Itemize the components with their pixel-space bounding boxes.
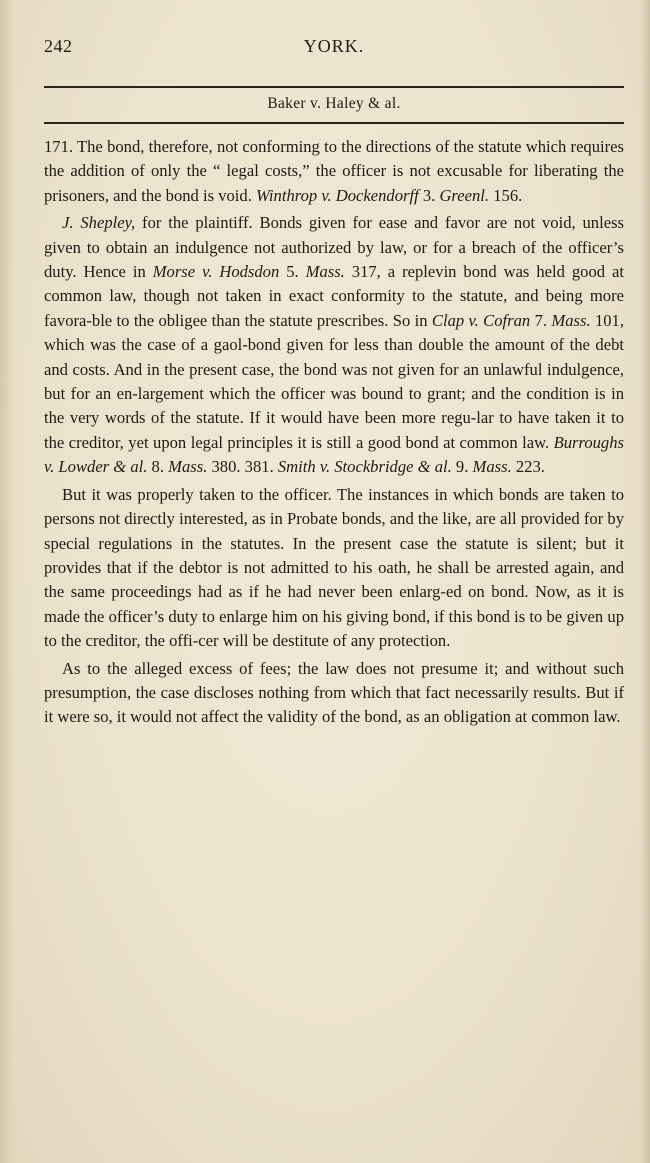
reporter-citation: Mass. — [305, 262, 345, 282]
page-number: 242 — [44, 36, 73, 56]
text-segment: 9. — [451, 457, 473, 477]
case-title: Baker v. Haley & al. — [267, 95, 401, 112]
paragraph-officer — [44, 483, 624, 654]
reporter-citation: Greenl. — [439, 185, 490, 205]
case-citation: Burroughs v. Lowder & al. — [44, 432, 624, 477]
body-text — [44, 135, 624, 730]
text-segment: 5. — [279, 262, 306, 282]
text-segment: 8. — [147, 457, 169, 477]
text-segment: for the plaintiff. Bonds given for ease and favor are not void, unless given to obtain an indulgence not authorized by law, or for a breach of the officer’s duty. Hence in — [44, 213, 624, 282]
text-segment: 156. — [489, 185, 523, 205]
case-citation: Clap v. Cofran — [431, 310, 531, 330]
case-citation: Smith v. Stockbridge & al. — [277, 457, 452, 477]
counsel-name: J. Shepley, — [62, 213, 136, 233]
reporter-citation: Mass. — [551, 310, 591, 330]
text-segment: 171. The bond, therefore, not conforming to the directions of the statute which requires the addition of only the “ legal costs,” the officer is not excusable for liberating the prisoners, and the bond is void. — [44, 137, 624, 205]
text-segment: As to the alleged excess of fees; the law does not presume it; and without such presumption, the case discloses nothing from which that fact necessarily results. But if it were so, it would not affect the validity of the bond, as an obligation at common law. — [44, 658, 624, 727]
reporter-citation: Mass. — [472, 457, 512, 477]
paragraph-plaintiff-argument — [44, 211, 624, 479]
text-segment: 317, a replevin bond was held good at common law, though not taken in exact conformity to the statute, and being more favora-ble to the obligee than the statute prescribes. So in — [44, 262, 624, 330]
bottom-rule — [44, 122, 624, 124]
top-rule — [44, 86, 624, 88]
running-head — [44, 36, 624, 62]
paragraph-holding — [44, 135, 624, 208]
paragraph-fees — [44, 657, 624, 730]
text-segment: 101, which was the case of a gaol-bond given for less than double the amount of the debt and costs. And in the present case, the bond was not given for an unlawful indulgence, but for an en-largement which the officer was bound to grant; and the condition is in the very words of the statute. If it would have been more regu-lar to have taken it to the creditor, yet upon legal principles it is still a good bond at common law. — [44, 310, 625, 452]
text-segment: 380. 381. — [207, 457, 278, 477]
case-citation: Winthrop v. Dockendorff — [256, 185, 419, 205]
reporter-citation: Mass. — [168, 457, 208, 477]
running-title: YORK. — [303, 36, 365, 56]
case-citation: Morse v. Hodsdon — [152, 262, 280, 282]
text-segment: But it was properly taken to the officer. The instances in which bonds are taken to persons not directly interested, as in Probate bonds, and the like, are all provided for by special regulations in the statutes. In the present case the statute is silent; but it provides that if the debtor is not admitted to his oath, he shall be arrested again, and the same proceedings had as if he had never been enlarg-ed on bond. Now, as it is made the officer’s duty to enlarge him on his giving bond, if this bond is to be given up to the creditor, the offi-cer will be destitute of any protection. — [44, 484, 624, 651]
text-segment: 223. — [511, 457, 545, 477]
text-segment: 3. — [418, 185, 440, 205]
text-segment: 7. — [530, 310, 552, 330]
